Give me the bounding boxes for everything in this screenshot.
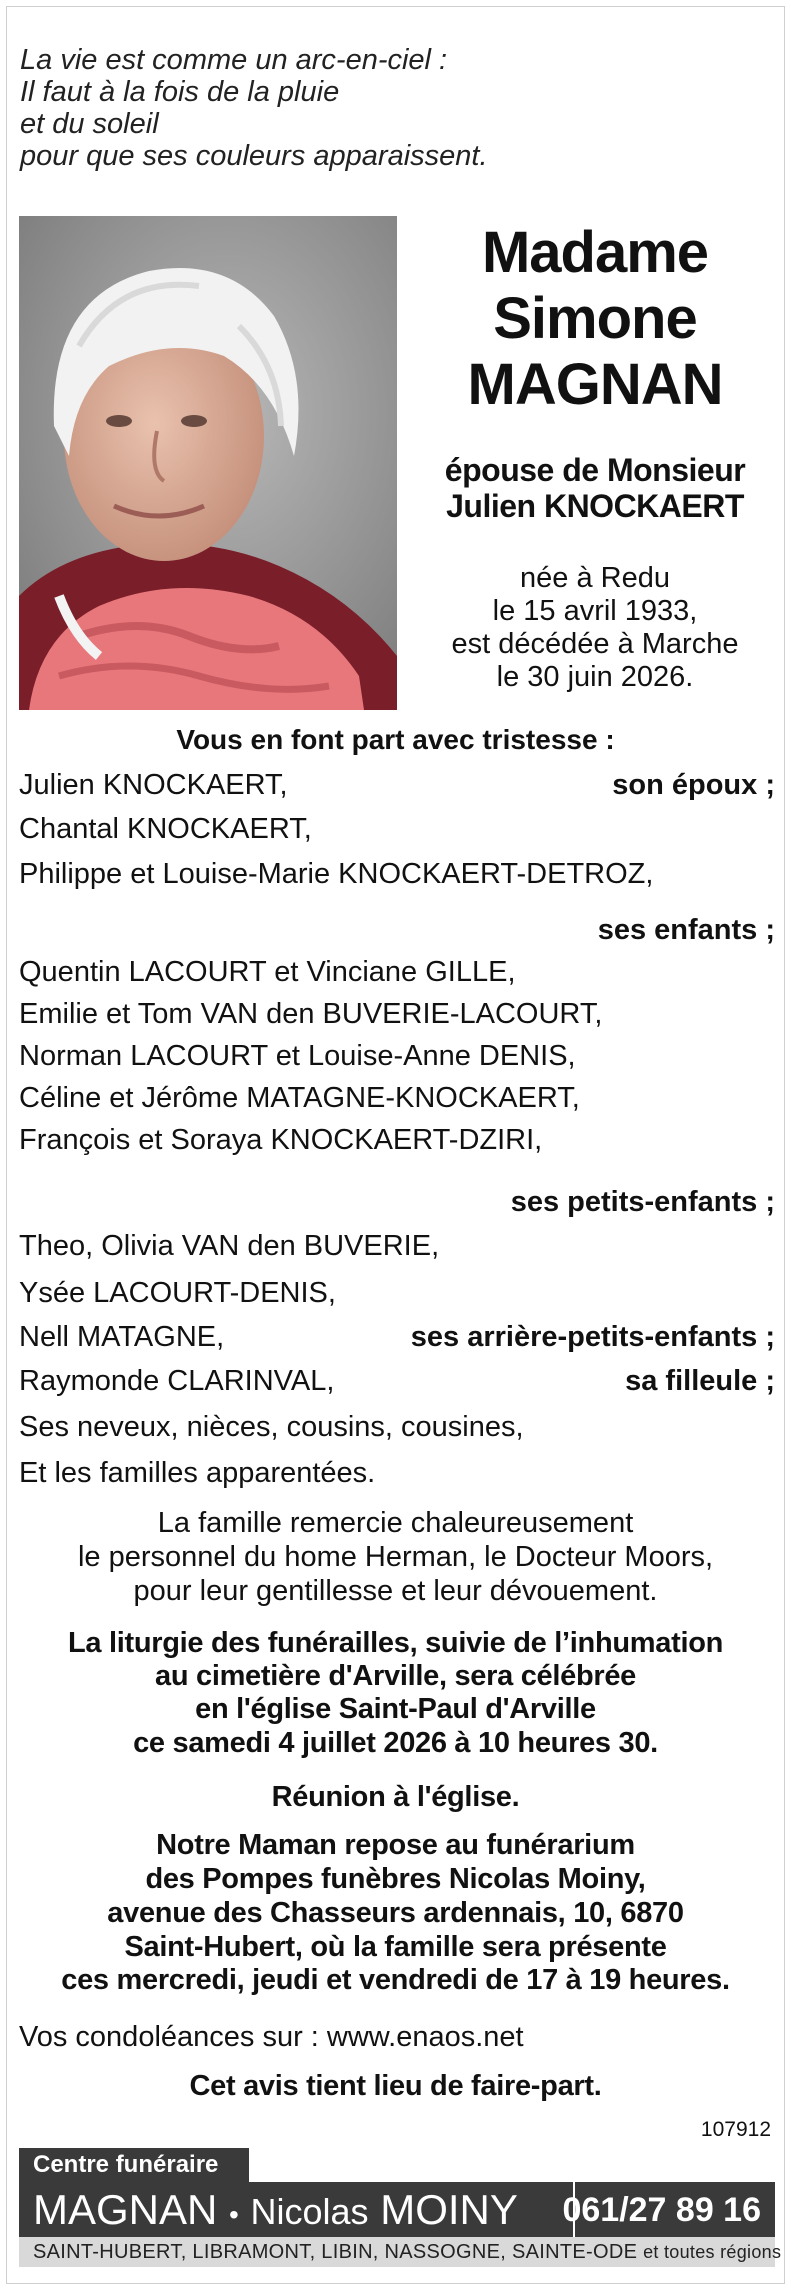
portrait-photo xyxy=(19,216,397,710)
family-name: Philippe et Louise-Marie KNOCKAERT-DETROZ, xyxy=(19,858,654,890)
brand-mid: Nicolas xyxy=(250,2191,369,2232)
family-name: Emilie et Tom VAN den BUVERIE-LACOURT, xyxy=(19,998,603,1030)
family-name: Ses neveux, nièces, cousins, cousines, xyxy=(19,1411,524,1443)
family-relation: ses petits-enfants ; xyxy=(510,1186,775,1218)
brand-bullet: • xyxy=(229,2199,239,2230)
family-row xyxy=(19,1123,775,1157)
deceased-title: Madame xyxy=(481,220,709,285)
birth-line: est décédée à Marche xyxy=(451,628,739,660)
family-row xyxy=(19,1320,775,1354)
family-relation: ses arrière-petits-enfants ; xyxy=(410,1321,775,1353)
family-name: Nell MATAGNE, xyxy=(19,1321,225,1353)
banner-tab: Centre funéraire xyxy=(19,2148,249,2182)
rest-line: Notre Maman repose au funérarium xyxy=(156,1829,635,1861)
thanks-line: pour leur gentillesse et leur dévouement. xyxy=(133,1575,658,1607)
epigraph-quote xyxy=(20,44,488,172)
family-row xyxy=(19,1364,775,1398)
announcement-intro: Vous en font part avec tristesse : xyxy=(176,724,615,755)
spouse-line-1: épouse de Monsieur xyxy=(444,452,746,488)
family-row xyxy=(19,1039,775,1073)
spouse-line-2: Julien KNOCKAERT xyxy=(446,488,744,524)
family-relation: ses enfants ; xyxy=(597,914,775,946)
family-name: Ysée LACOURT-DENIS, xyxy=(19,1277,336,1309)
family-name: Chantal KNOCKAERT, xyxy=(19,813,312,845)
family-row xyxy=(19,812,775,846)
funeral-line: en l'église Saint-Paul d'Arville xyxy=(195,1693,596,1725)
family-name: Julien KNOCKAERT, xyxy=(19,769,288,801)
condolences-line xyxy=(19,2020,775,2054)
family-row xyxy=(19,857,775,891)
family-name: Quentin LACOURT et Vinciane GILLE, xyxy=(19,956,516,988)
rest-line: ces mercredi, jeudi et vendredi de 17 à 19 heures. xyxy=(61,1964,730,1996)
family-row xyxy=(19,768,775,802)
family-row xyxy=(19,1229,775,1263)
thanks-line: le personnel du home Herman, le Docteur Moors, xyxy=(77,1541,714,1573)
birth-line: le 15 avril 1933, xyxy=(492,595,698,627)
family-row xyxy=(19,955,775,989)
family-row xyxy=(19,1410,775,1444)
family-relation: son époux ; xyxy=(612,769,775,801)
banner-brand xyxy=(33,2186,518,2239)
quote-line: La vie est comme un arc-en-ciel : xyxy=(20,44,448,76)
banner-phone: 061/27 89 16 xyxy=(562,2191,761,2229)
family-row xyxy=(19,1276,775,1310)
thanks-line: La famille remercie chaleureusement xyxy=(157,1507,634,1539)
family-name: Et les familles apparentées. xyxy=(19,1457,376,1489)
banner-towns xyxy=(19,2237,782,2267)
deceased-last-name: MAGNAN xyxy=(467,352,723,417)
birth-line: le 30 juin 2026. xyxy=(496,661,694,693)
towns-suffix: et toutes régions xyxy=(643,2242,782,2262)
family-name: Norman LACOURT et Louise-Anne DENIS, xyxy=(19,1040,576,1072)
towns-list: SAINT-HUBERT, LIBRAMONT, LIBIN, NASSOGNE, SAINTE-ODE xyxy=(33,2241,638,2263)
notice-line: Cet avis tient lieu de faire-part. xyxy=(189,2070,602,2102)
family-name: Theo, Olivia VAN den BUVERIE, xyxy=(19,1230,440,1262)
deceased-first-name: Simone xyxy=(493,286,697,351)
family-name: François et Soraya KNOCKAERT-DZIRI, xyxy=(19,1124,543,1156)
family-name: Céline et Jérôme MATAGNE-KNOCKAERT, xyxy=(19,1082,580,1114)
condolences-text: Vos condoléances sur : www.enaos.net xyxy=(19,2021,524,2053)
family-name: Raymonde CLARINVAL, xyxy=(19,1365,335,1397)
funeral-line: ce samedi 4 juillet 2026 à 10 heures 30. xyxy=(133,1727,658,1759)
funeral-line: La liturgie des funérailles, suivie de l’inhumation xyxy=(67,1627,724,1659)
brand-right: MOINY xyxy=(380,2186,518,2233)
quote-line: pour que ses couleurs apparaissent. xyxy=(20,140,488,172)
funeral-line: au cimetière d'Arville, sera célébrée xyxy=(154,1660,637,1692)
family-row xyxy=(19,997,775,1031)
family-row xyxy=(19,1081,775,1115)
reference-number: 107912 xyxy=(700,2118,771,2141)
meeting-line: Réunion à l'église. xyxy=(271,1781,520,1813)
quote-line: et du soleil xyxy=(20,108,159,140)
rest-line: des Pompes funèbres Nicolas Moiny, xyxy=(145,1863,646,1895)
deceased-name-block xyxy=(410,220,780,694)
brand-left: MAGNAN xyxy=(33,2186,218,2233)
family-row xyxy=(19,1456,775,1490)
family-relation: sa filleule ; xyxy=(625,1365,775,1397)
funeral-home-banner xyxy=(19,2148,782,2268)
rest-line: avenue des Chasseurs ardennais, 10, 6870 xyxy=(107,1897,684,1929)
quote-line: Il faut à la fois de la pluie xyxy=(20,76,340,108)
birth-line: née à Redu xyxy=(520,562,670,594)
banner-bar xyxy=(19,2182,775,2237)
rest-line: Saint-Hubert, où la famille sera présente xyxy=(124,1931,667,1963)
